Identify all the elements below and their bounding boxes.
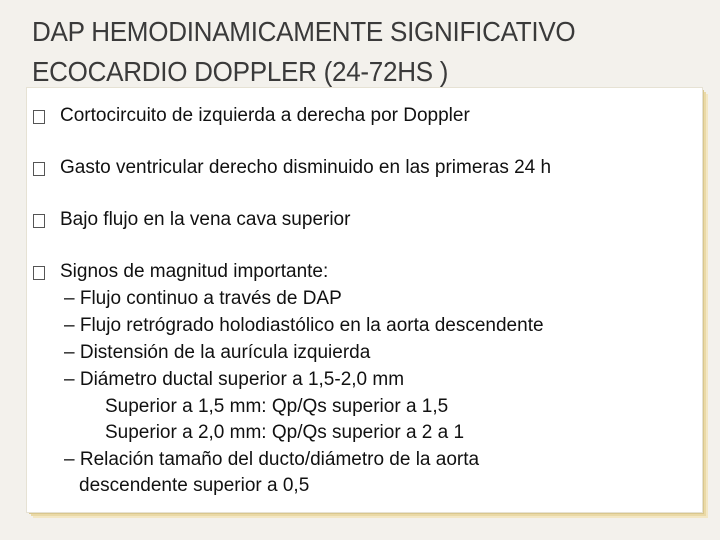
subline-1: – Flujo continuo a través de DAP — [64, 288, 342, 309]
bullet-box-icon — [33, 214, 45, 228]
subline-2: – Flujo retrógrado holodiastólico en la aorta descendente — [64, 315, 544, 336]
bullet-box-icon — [33, 162, 45, 176]
bullet-2: Gasto ventricular derecho disminuido en las primeras 24 h — [60, 157, 552, 178]
subline-5: Superior a 1,5 mm: Qp/Qs superior a 1,5 — [105, 396, 449, 417]
bullet-box-icon — [33, 266, 45, 280]
subline-8: descendente superior a 0,5 — [79, 475, 310, 496]
subline-4: – Diámetro ductal superior a 1,5-2,0 mm — [64, 369, 405, 390]
bullet-1: Cortocircuito de izquierda a derecha por Doppler — [60, 105, 470, 126]
subline-3: – Distensión de la aurícula izquierda — [64, 342, 371, 363]
subline-6: Superior a 2,0 mm: Qp/Qs superior a 2 a 1 — [105, 422, 465, 443]
bullet-4: Signos de magnitud importante: — [60, 261, 329, 282]
bullet-3: Bajo flujo en la vena cava superior — [60, 209, 351, 230]
title-line-2: ECOCARDIO DOPPLER (24-72HS ) — [32, 56, 449, 87]
title-line-1: DAP HEMODINAMICAMENTE SIGNIFICATIVO — [32, 16, 576, 47]
content-panel — [27, 88, 702, 512]
slide-title — [32, 12, 655, 92]
subline-7: – Relación tamaño del ducto/diámetro de la aorta — [64, 449, 480, 470]
bullet-box-icon — [33, 110, 45, 124]
